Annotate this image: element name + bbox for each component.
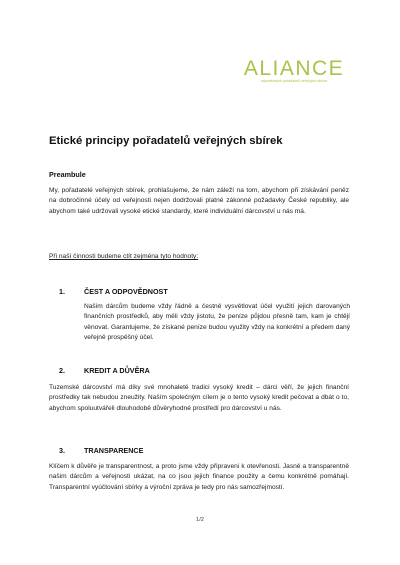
section-text-2: Tuzemské dárcovství má díky své mnohaleté tradici vysoký kredit – dárci věří, že jejich finanční prostředky tak nebudou zneužity. Naším společným cílem je o tento vysoký kredit pečovat a dbát o to, abychom spoluutvářeli dlouhodobě důvěryhodné prostředí pro dárcovství u nás. xyxy=(49,384,349,412)
section-number: 1. xyxy=(59,287,65,296)
section-heading-3 xyxy=(59,446,143,455)
section-heading-1 xyxy=(59,287,168,296)
page-number: 1/2 xyxy=(195,517,205,523)
section-number: 2. xyxy=(59,366,65,375)
section-heading-2 xyxy=(59,366,150,375)
logo-subtitle: odpovědných pořadatelů veřejných sbírek xyxy=(260,79,328,83)
section-title: KREDIT A DŮVĚRA xyxy=(84,366,150,375)
values-intro: Při naší činnosti budeme ctít zejména tyto hodnoty: xyxy=(49,253,199,260)
logo-wordmark: ALIANCE xyxy=(243,57,345,80)
section-title: TRANSPARENCE xyxy=(84,446,144,455)
document-title: Etické principy pořadatelů veřejných sbírek xyxy=(49,135,283,147)
preamble-heading: Preambule xyxy=(49,170,86,179)
aliance-logo xyxy=(238,58,350,84)
section-text-1: Našim dárcům budeme vždy řádně a čestně vysvětlovat účel využití jejich darovaných finančních prostředků, aby měli vždy jistotu, že peníze půjdou přesně tam, kam je chtějí věnovat. Garantujeme, že získané peníze budou využity vždy na konkrétní a předem daný veřejně prospěšný účel. xyxy=(84,303,350,341)
section-number: 3. xyxy=(59,446,65,455)
section-title: ČEST A ODPOVĚDNOST xyxy=(84,287,168,296)
section-text-3: Klíčem k důvěře je transparentnost, a proto jsme vždy připraveni k otevřenosti. Jasně a transparentně našim dárcům a veřejnosti ukázat, na co jsou jejich finance použity a čemu konkrétně pomáhají. Transparentní vyúčtování sbírky a výroční zpráva je tedy pro nás samozřejmostí. xyxy=(49,463,349,491)
preamble-text: My, pořadatelé veřejných sbírek, prohlašujeme, že nám záleží na tom, abychom při získávání peněz na dobročinné účely od veřejnosti nejen dodržovali platné zákonné požadavky České republiky, ale abychom také udržovali vysoké etické standardy, které individuální dárcovství u nás má. xyxy=(49,187,349,215)
